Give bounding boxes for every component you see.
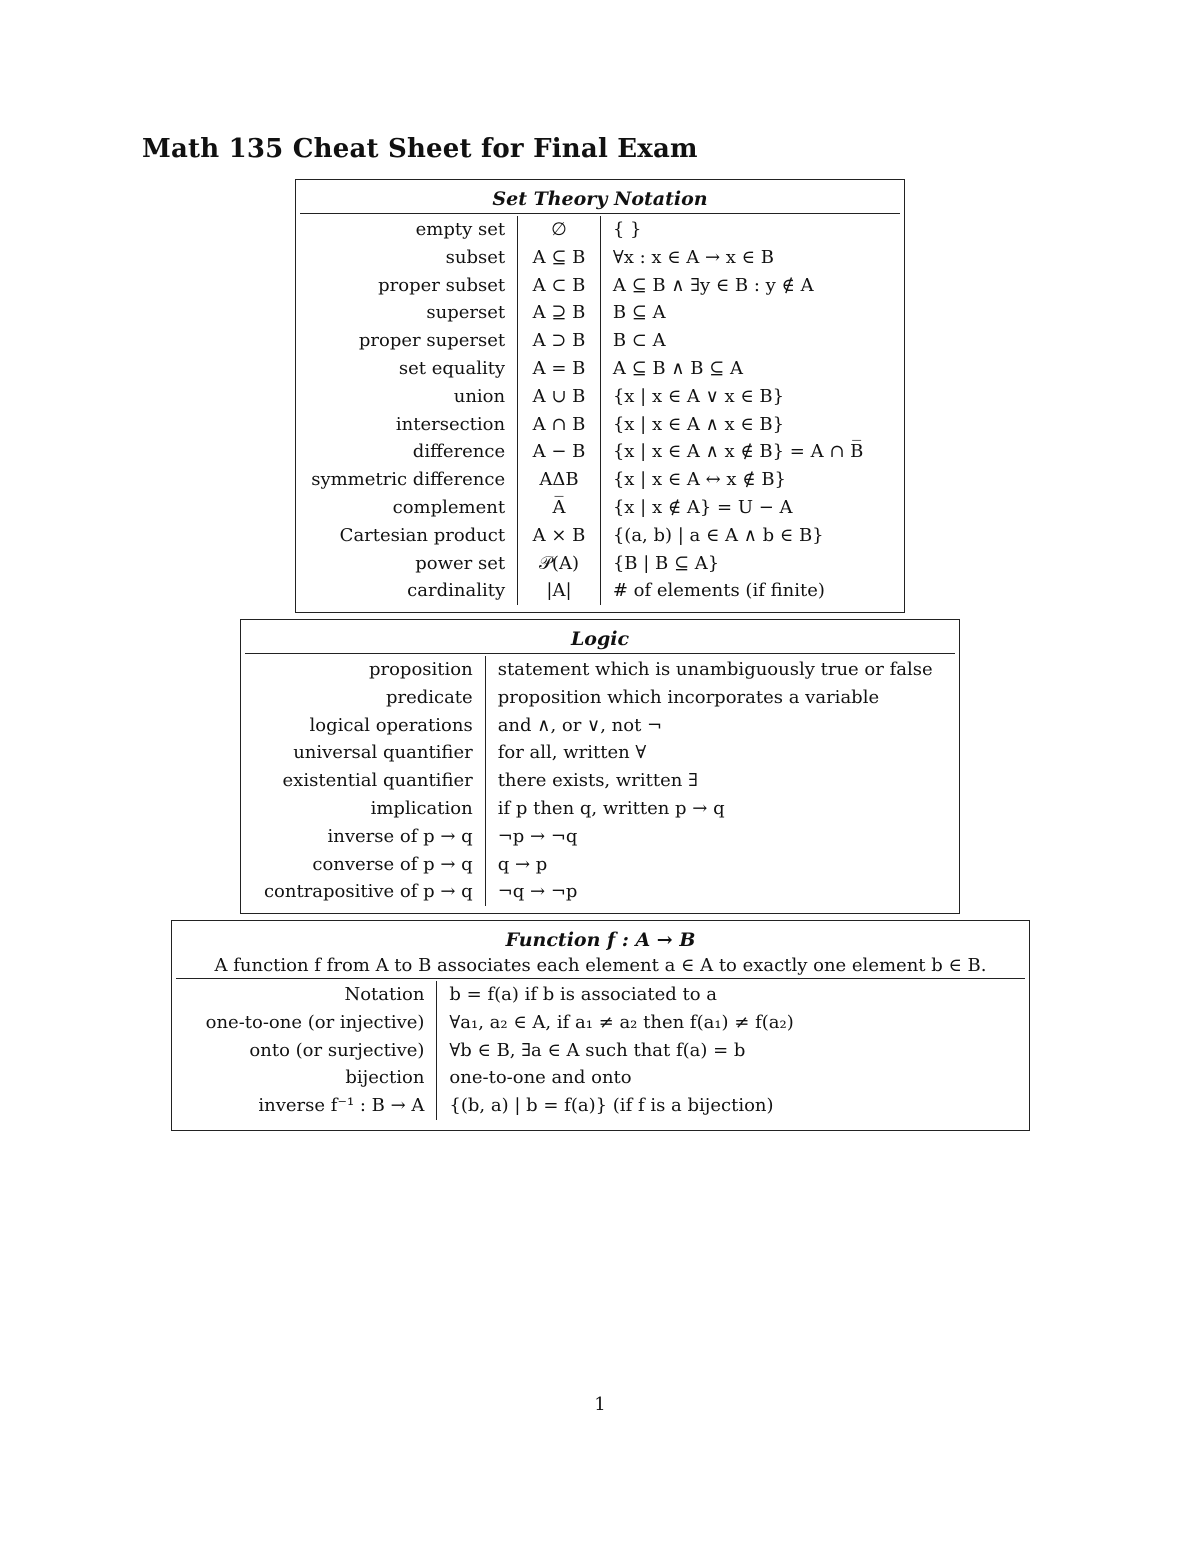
term-cell: implication [370, 797, 473, 819]
term-cell: superset [426, 302, 506, 324]
set-theory-heading: Set Theory Notation [492, 188, 708, 210]
set-theory-row [300, 466, 900, 494]
set-theory-row [300, 216, 900, 244]
function-description: A function f from A to B associates each element a ∈ A to exactly one element b ∈ B. [214, 955, 987, 976]
function-row [176, 1064, 1025, 1092]
term-cell: symmetric difference [311, 469, 506, 491]
function-heading: Function f : A → B [505, 929, 696, 951]
set-theory-row [300, 494, 900, 522]
notation-cell: A ⊆ B [518, 244, 601, 272]
definition-cell: {x | x ∈ A ∧ x ∈ B} [600, 411, 900, 439]
function-rule [176, 978, 1025, 979]
logic-box [240, 619, 960, 914]
definition-cell: ¬q → ¬p [485, 878, 955, 906]
logic-row [245, 767, 955, 795]
notation-cell: A × B [518, 522, 601, 550]
term-cell: power set [415, 552, 506, 574]
term-cell: inverse of p → q [327, 825, 473, 847]
definition-cell: there exists, written ∃ [485, 767, 955, 795]
notation-cell: A − B [518, 438, 601, 466]
term-cell: empty set [415, 219, 506, 240]
definition-cell: { } [600, 216, 900, 244]
term-cell: complement [392, 496, 506, 518]
term-cell: logical operations [309, 714, 473, 736]
term-cell: cardinality [407, 580, 506, 602]
notation-cell: 𝒫(A) [518, 550, 601, 578]
notation-cell: A ⊇ B [518, 299, 601, 327]
definition-cell: {x | x ∉ A} = U − A [600, 494, 900, 522]
set-theory-row [300, 438, 900, 466]
function-box [171, 920, 1030, 1131]
page-title: Math 135 Cheat Sheet for Final Exam [142, 134, 698, 164]
definition-cell: statement which is unambiguously true or false [485, 656, 955, 684]
definition-cell: one-to-one and onto [437, 1064, 1025, 1092]
notation-cell: AΔB [518, 466, 601, 494]
definition-cell: b = f(a) if b is associated to a [437, 981, 1025, 1009]
term-cell: subset [445, 246, 506, 268]
logic-heading: Logic [570, 628, 630, 650]
definition-cell: {x | x ∈ A ∨ x ∈ B} [600, 383, 900, 411]
definition-cell: B ⊆ A [600, 299, 900, 327]
logic-row [245, 712, 955, 740]
definition-cell: proposition which incorporates a variable [485, 684, 955, 712]
logic-row [245, 851, 955, 879]
set-theory-box [295, 179, 905, 613]
term-cell: difference [412, 441, 506, 463]
definition-cell: {(a, b) | a ∈ A ∧ b ∈ B} [600, 522, 900, 550]
term-cell: existential quantifier [282, 770, 473, 792]
term-cell: set equality [398, 357, 506, 379]
function-table [176, 981, 1025, 1120]
definition-cell: and ∧, or ∨, not ¬ [485, 712, 955, 740]
notation-cell: |A| [518, 577, 601, 605]
definition-cell: ∀x : x ∈ A → x ∈ B [600, 244, 900, 272]
function-row [176, 1092, 1025, 1120]
set-theory-row [300, 272, 900, 300]
definition-cell: {x | x ∈ A ↔ x ∉ B} [600, 466, 900, 494]
term-cell: proper subset [378, 274, 506, 296]
logic-row [245, 823, 955, 851]
definition-cell: A ⊆ B ∧ B ⊆ A [600, 355, 900, 383]
page-number: 1 [594, 1394, 606, 1415]
definition-cell: for all, written ∀ [485, 739, 955, 767]
logic-row [245, 656, 955, 684]
definition-cell: {(b, a) | b = f(a)} (if f is a bijection) [437, 1092, 1025, 1120]
logic-row [245, 684, 955, 712]
notation-cell: A̅ [518, 494, 601, 522]
term-cell: proposition [368, 659, 473, 680]
definition-cell: q → p [485, 851, 955, 879]
logic-table [245, 656, 955, 906]
term-cell: bijection [345, 1067, 425, 1089]
definition-cell: if p then q, written p → q [485, 795, 955, 823]
set-theory-row [300, 411, 900, 439]
set-theory-row [300, 299, 900, 327]
set-theory-row [300, 522, 900, 550]
set-theory-row [300, 244, 900, 272]
term-cell: converse of p → q [312, 853, 473, 875]
term-cell: inverse f⁻¹ : B → A [258, 1095, 425, 1117]
term-cell: one-to-one (or injective) [205, 1011, 425, 1033]
notation-cell: A ∪ B [518, 383, 601, 411]
notation-cell: A ⊃ B [518, 327, 601, 355]
term-cell: predicate [385, 686, 473, 708]
term-cell: contrapositive of p → q [263, 881, 473, 903]
set-theory-row [300, 327, 900, 355]
definition-cell: B ⊂ A [600, 327, 900, 355]
function-row [176, 981, 1025, 1009]
set-theory-row [300, 550, 900, 578]
function-row [176, 1009, 1025, 1037]
function-row [176, 1037, 1025, 1065]
set-theory-table [300, 216, 900, 605]
definition-cell: # of elements (if finite) [600, 577, 900, 605]
term-cell: intersection [395, 413, 506, 435]
notation-cell: ∅ [518, 216, 601, 244]
term-cell: union [453, 385, 506, 407]
definition-cell: A ⊆ B ∧ ∃y ∈ B : y ∉ A [600, 272, 900, 300]
definition-cell: ∀b ∈ B, ∃a ∈ A such that f(a) = b [437, 1037, 1025, 1065]
definition-cell: {B | B ⊆ A} [600, 550, 900, 578]
term-cell: proper superset [358, 330, 506, 352]
term-cell: onto (or surjective) [249, 1039, 425, 1061]
notation-cell: A ⊂ B [518, 272, 601, 300]
logic-row [245, 739, 955, 767]
definition-cell: ¬p → ¬q [485, 823, 955, 851]
set-theory-rule [300, 213, 900, 214]
logic-rule [245, 653, 955, 654]
notation-cell: A ∩ B [518, 411, 601, 439]
set-theory-row [300, 577, 900, 605]
logic-row [245, 878, 955, 906]
term-cell: universal quantifier [293, 742, 473, 764]
set-theory-row [300, 355, 900, 383]
term-cell: Cartesian product [339, 524, 506, 546]
definition-cell: {x | x ∈ A ∧ x ∉ B} = A ∩ B̅ [600, 438, 900, 466]
term-cell: Notation [344, 984, 425, 1005]
set-theory-row [300, 383, 900, 411]
definition-cell: ∀a₁, a₂ ∈ A, if a₁ ≠ a₂ then f(a₁) ≠ f(a₂) [437, 1009, 1025, 1037]
notation-cell: A = B [518, 355, 601, 383]
logic-row [245, 795, 955, 823]
